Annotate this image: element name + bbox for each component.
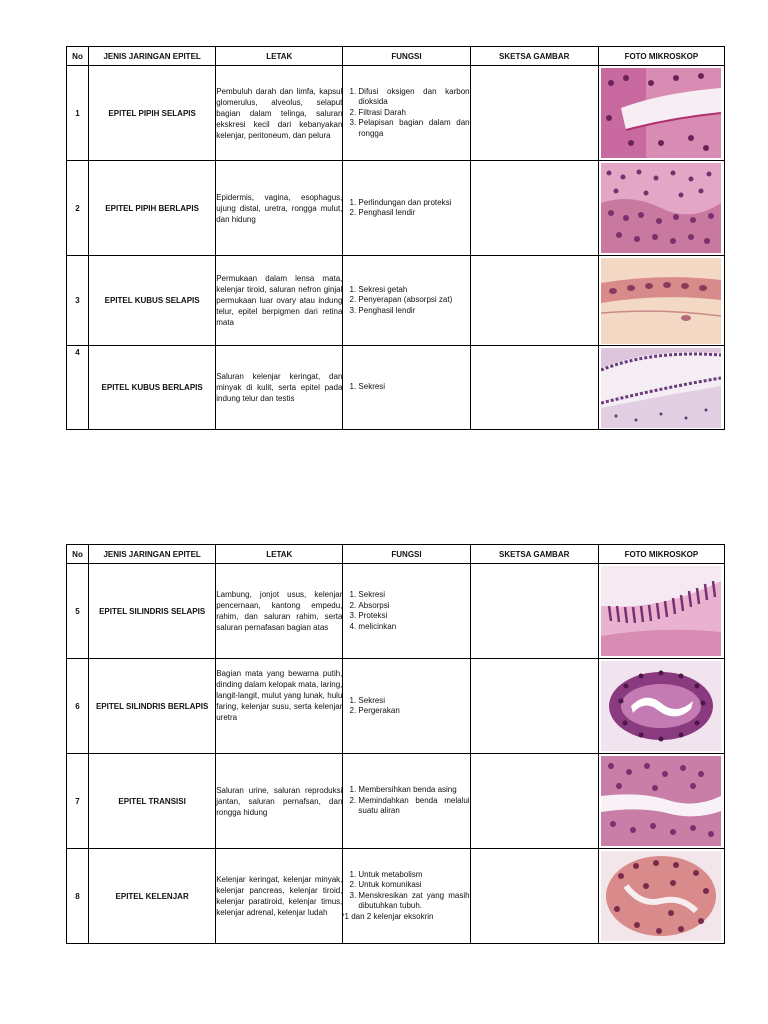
table-row bbox=[67, 256, 725, 346]
micro-photo-cell bbox=[598, 161, 724, 256]
header-fungsi: FUNGSI bbox=[343, 545, 470, 564]
micro-photo-cell bbox=[598, 66, 724, 161]
table-row bbox=[67, 346, 725, 430]
header-row bbox=[67, 545, 725, 564]
function-list bbox=[343, 870, 469, 912]
function-list bbox=[343, 785, 469, 817]
tissue-name: EPITEL KUBUS SELAPIS bbox=[89, 256, 216, 346]
sketch-cell bbox=[470, 256, 598, 346]
function-list bbox=[343, 382, 469, 393]
sketch-cell bbox=[470, 564, 598, 659]
header-jenis: JENIS JARINGAN EPITEL bbox=[89, 47, 216, 66]
row-number: 5 bbox=[67, 564, 89, 659]
location-text: Bagian mata yang bewarna putih, dinding dalam kelopak mata, laring, langit-langit, mulut yang lunak, hulu faring, kelenjar susu, serta kelenjar uretra bbox=[216, 659, 343, 754]
function-item: 1. Sekresi bbox=[358, 382, 469, 393]
epitel-table-1 bbox=[66, 46, 725, 430]
sketch-cell bbox=[470, 346, 598, 430]
function-list bbox=[343, 696, 469, 717]
function-item: 2. Memindahkan benda melalui suatu aliran bbox=[358, 796, 469, 817]
location-text: Epidermis, vagina, esophagus, ujung distal, uretra, rongga mulut, dan hidung bbox=[216, 161, 343, 256]
header-sketsa: SKETSA GAMBAR bbox=[470, 545, 598, 564]
micro-photo-cell bbox=[598, 754, 724, 849]
row-number: 3 bbox=[67, 256, 89, 346]
function-item: 1. Sekresi bbox=[358, 696, 469, 707]
micrograph-image bbox=[601, 68, 721, 158]
header-letak: LETAK bbox=[216, 47, 343, 66]
micrograph-image bbox=[601, 163, 721, 253]
row-number: 4 bbox=[67, 346, 89, 430]
location-text: Permukaan dalam lensa mata, kelenjar tiroid, saluran nefron ginjal permukaan luar ovary atau indung telur, epitel berpigmen dari retina mata bbox=[216, 256, 343, 346]
function-cell bbox=[343, 849, 470, 944]
tissue-name: EPITEL PIPIH SELAPIS bbox=[89, 66, 216, 161]
function-item: 3. Proteksi bbox=[358, 611, 469, 622]
function-cell bbox=[343, 564, 470, 659]
header-no: No bbox=[67, 47, 89, 66]
epitel-table-2 bbox=[66, 544, 725, 944]
tissue-name: EPITEL SILINDRIS BERLAPIS bbox=[89, 659, 216, 754]
tissue-name: EPITEL TRANSISI bbox=[89, 754, 216, 849]
function-item: 3. Penghasil lendir bbox=[358, 306, 469, 317]
function-footnote: *1 dan 2 kelenjar eksokrin bbox=[341, 911, 434, 921]
function-cell bbox=[343, 66, 470, 161]
row-number: 6 bbox=[67, 659, 89, 754]
function-list bbox=[343, 87, 469, 140]
micro-photo-cell bbox=[598, 564, 724, 659]
table-row bbox=[67, 564, 725, 659]
function-cell bbox=[343, 346, 470, 430]
tissue-name: EPITEL PIPIH BERLAPIS bbox=[89, 161, 216, 256]
header-foto: FOTO MIKROSKOP bbox=[598, 545, 724, 564]
table-row bbox=[67, 161, 725, 256]
function-cell bbox=[343, 754, 470, 849]
function-cell bbox=[343, 161, 470, 256]
tissue-name: EPITEL KELENJAR bbox=[89, 849, 216, 944]
header-no: No bbox=[67, 545, 89, 564]
micro-photo-cell bbox=[598, 346, 724, 430]
location-text: Lambung, jonjot usus, kelenjar pencernaan, kantong empedu, rahim, dan saluran rahim, serta saluran pernafasan bagian atas bbox=[216, 564, 343, 659]
micrograph-image bbox=[601, 258, 721, 344]
micro-photo-cell bbox=[598, 849, 724, 944]
sketch-cell bbox=[470, 754, 598, 849]
function-item: 1. Perlindungan dan proteksi bbox=[358, 198, 469, 209]
function-item: 3. Menskresikan zat yang masih dibutuhkan tubuh. bbox=[358, 891, 469, 912]
row-number: 8 bbox=[67, 849, 89, 944]
function-item: 4. melicinkan bbox=[358, 622, 469, 633]
function-item: 2. Penyerapan (absorpsi zat) bbox=[358, 295, 469, 306]
sketch-cell bbox=[470, 161, 598, 256]
table-row bbox=[67, 754, 725, 849]
row-number: 7 bbox=[67, 754, 89, 849]
function-item: 1. Untuk metabolism bbox=[358, 870, 469, 881]
function-list bbox=[343, 590, 469, 632]
function-item: 1. Sekresi bbox=[358, 590, 469, 601]
function-item: 1. Sekresi getah bbox=[358, 285, 469, 296]
micrograph-image bbox=[601, 661, 721, 751]
function-cell bbox=[343, 256, 470, 346]
function-item: 1. Difusi oksigen dan karbon dioksida bbox=[358, 87, 469, 108]
function-item: 2. Filtrasi Darah bbox=[358, 108, 469, 119]
tissue-name: EPITEL SILINDRIS SELAPIS bbox=[89, 564, 216, 659]
header-jenis: JENIS JARINGAN EPITEL bbox=[89, 545, 216, 564]
function-list bbox=[343, 198, 469, 219]
function-item: 2. Penghasil lendir bbox=[358, 208, 469, 219]
micrograph-image bbox=[601, 348, 721, 428]
location-text: Saluran kelenjar keringat, dan minyak di kulit, serta epitel pada indung telur dan testis bbox=[216, 346, 343, 430]
function-list bbox=[343, 285, 469, 317]
sketch-cell bbox=[470, 659, 598, 754]
micrograph-image bbox=[601, 851, 721, 941]
table-row bbox=[67, 659, 725, 754]
micrograph-image bbox=[601, 756, 721, 846]
function-item: 2. Pergerakan bbox=[358, 706, 469, 717]
sketch-cell bbox=[470, 66, 598, 161]
header-fungsi: FUNGSI bbox=[343, 47, 470, 66]
micrograph-image bbox=[601, 566, 721, 656]
function-item: 2. Absorpsi bbox=[358, 601, 469, 612]
location-text: Pembuluh darah dan limfa, kapsul glomerulus, alveolus, selaput bagian dalam telinga, saluran ekskresi kecil dari kebanyakan kelenjar, peritoneum, dan pelura bbox=[216, 66, 343, 161]
header-foto: FOTO MIKROSKOP bbox=[598, 47, 724, 66]
micro-photo-cell bbox=[598, 659, 724, 754]
table-row bbox=[67, 66, 725, 161]
function-item: 2. Untuk komunikasi bbox=[358, 880, 469, 891]
location-text: Saluran urine, saluran reproduksi jantan, saluran pernafsan, dan rongga hidung bbox=[216, 754, 343, 849]
sketch-cell bbox=[470, 849, 598, 944]
row-number: 2 bbox=[67, 161, 89, 256]
row-number: 1 bbox=[67, 66, 89, 161]
table-row bbox=[67, 849, 725, 944]
function-cell bbox=[343, 659, 470, 754]
header-row bbox=[67, 47, 725, 66]
location-text: Kelenjar keringat, kelenjar minyak, kelenjar pancreas, kelenjar tiroid, kelenjar paratiroid, kelenjar timus, kelenjar adrenal, kelenjar ludah bbox=[216, 849, 343, 944]
function-item: 3. Pelapisan bagian dalam dan rongga bbox=[358, 118, 469, 139]
function-item: 1. Membersihkan benda asing bbox=[358, 785, 469, 796]
tissue-name: EPITEL KUBUS BERLAPIS bbox=[89, 346, 216, 430]
header-letak: LETAK bbox=[216, 545, 343, 564]
micro-photo-cell bbox=[598, 256, 724, 346]
header-sketsa: SKETSA GAMBAR bbox=[470, 47, 598, 66]
